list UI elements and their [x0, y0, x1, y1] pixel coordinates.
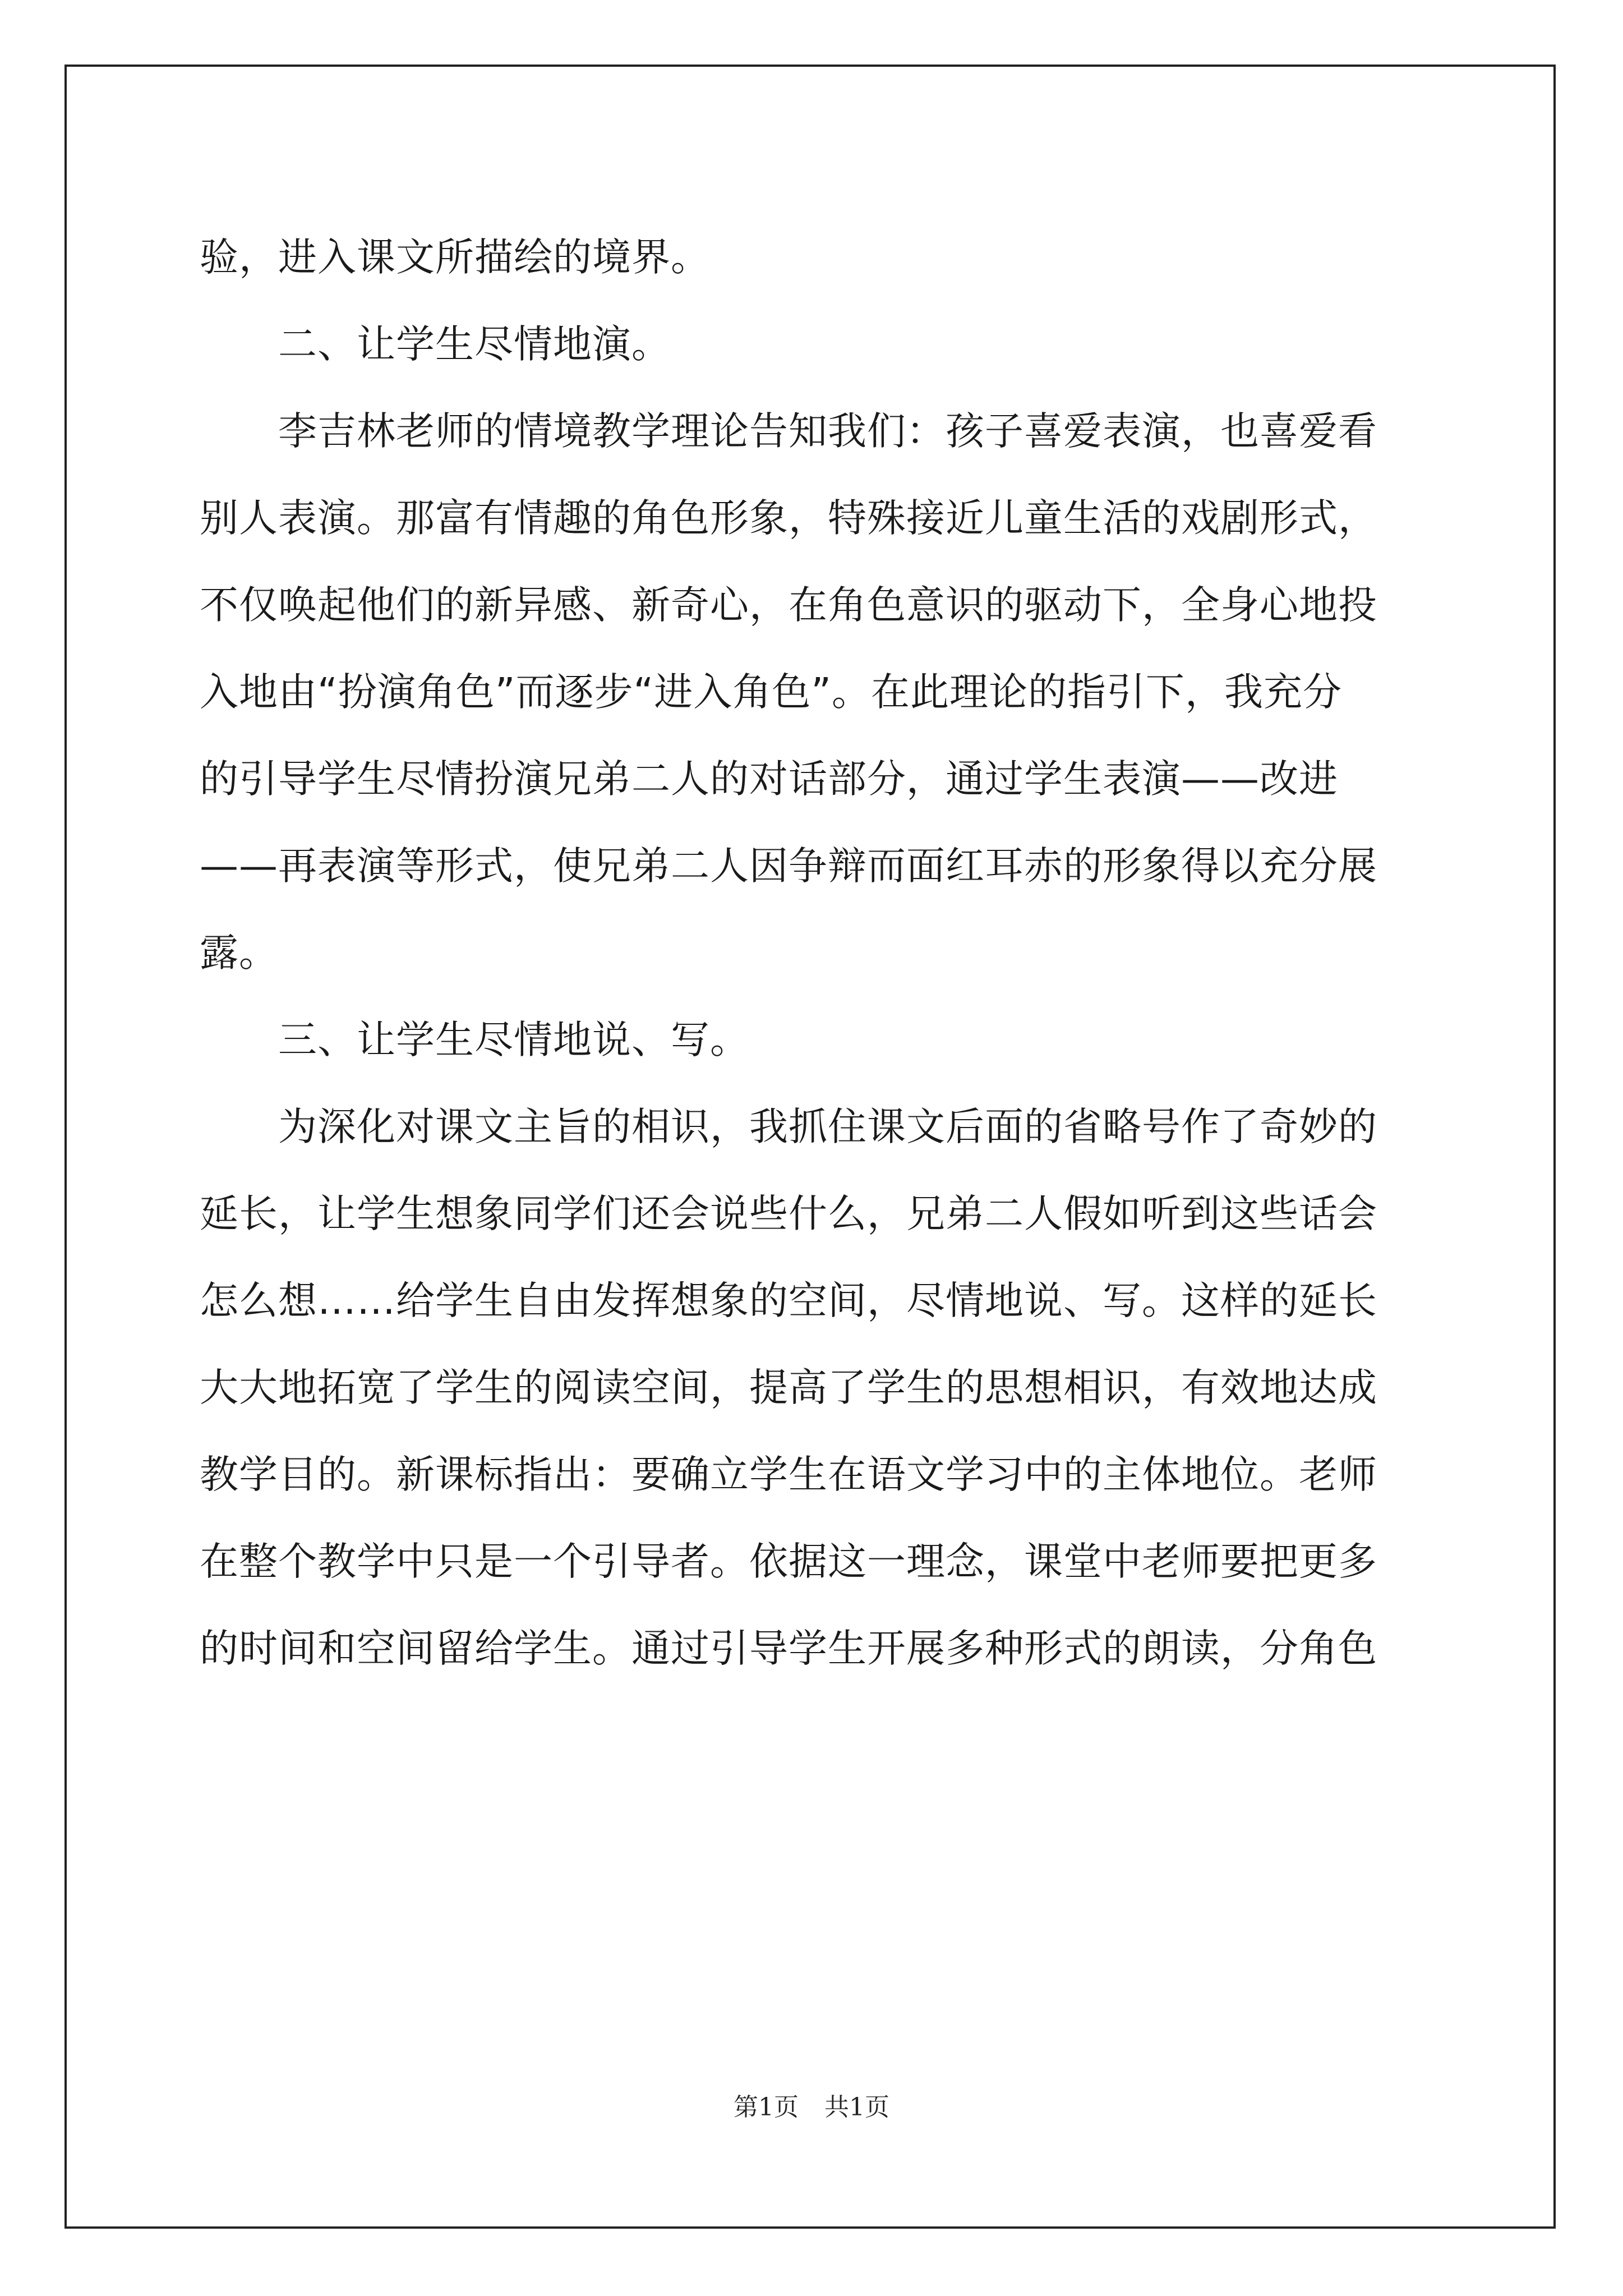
paragraph-line: 验，进入课文所描绘的境界。	[200, 235, 710, 280]
paragraph-line: 为深化对课文主旨的相识，我抓住课文后面的省略号作了奇妙的	[278, 1105, 1377, 1149]
paragraph-line: 的引导学生尽情扮演兄弟二人的对话部分，通过学生表演——改进	[200, 757, 1338, 802]
paragraph-line: 李吉林老师的情境教学理论告知我们：孩子喜爱表演，也喜爱看	[278, 409, 1377, 454]
paragraph-line: ——再表演等形式，使兄弟二人因争辩而面红耳赤的形象得以充分展	[200, 844, 1377, 889]
page-number: 第1页	[734, 2093, 799, 2122]
paragraph-line: 入地由“扮演角色”而逐步“进入角色”。在此理论的指引下，我充分	[200, 670, 1342, 715]
document-body	[200, 214, 1428, 1692]
section-heading: 三、让学生尽情地说、写。	[278, 1018, 749, 1062]
section-heading: 二、让学生尽情地演。	[278, 322, 671, 367]
paragraph-line: 怎么想……给学生自由发挥想象的空间，尽情地说、写。这样的延长	[200, 1278, 1377, 1323]
paragraph-line: 在整个教学中只是一个引导者。依据这一理念，课堂中老师要把更多	[200, 1539, 1377, 1584]
paragraph-line: 大大地拓宽了学生的阅读空间，提高了学生的思想相识，有效地达成	[200, 1365, 1377, 1410]
page-footer	[0, 2087, 1623, 2123]
paragraph-line: 别人表演。那富有情趣的角色形象，特殊接近儿童生活的戏剧形式，	[200, 496, 1377, 541]
page-total: 共1页	[824, 2093, 889, 2122]
paragraph-line: 延长，让学生想象同学们还会说些什么，兄弟二人假如听到这些话会	[200, 1191, 1377, 1236]
paragraph-line: 露。	[200, 931, 278, 976]
paragraph-line: 的时间和空间留给学生。通过引导学生开展多种形式的朗读，分角色	[200, 1626, 1377, 1671]
paragraph-line: 教学目的。新课标指出：要确立学生在语文学习中的主体地位。老师	[200, 1452, 1377, 1497]
paragraph-line: 不仅唤起他们的新异感、新奇心，在角色意识的驱动下，全身心地投	[200, 583, 1377, 628]
